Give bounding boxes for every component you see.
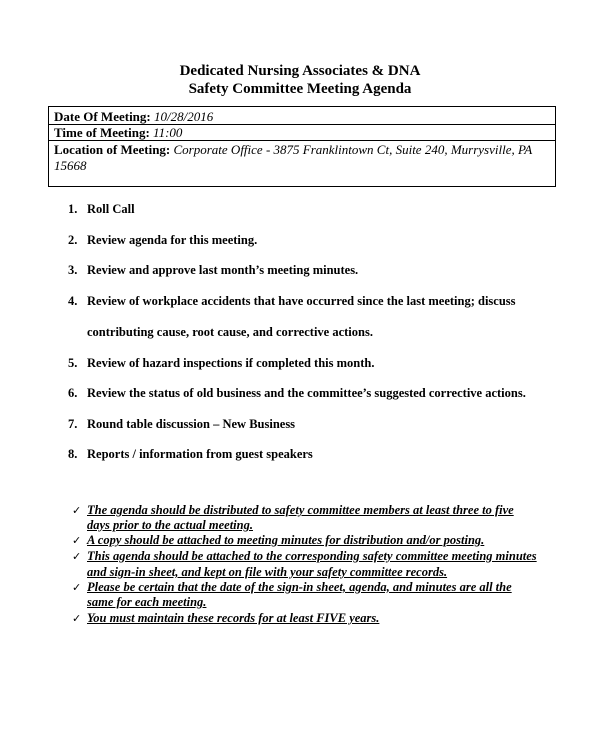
- agenda-item-number: 4.: [68, 294, 78, 308]
- agenda-item-number: 6.: [68, 386, 78, 400]
- check-icon: ✓: [72, 612, 82, 625]
- agenda-item: [68, 447, 313, 462]
- note-text: This agenda should be attached to the corresponding safety committee meeting minutes: [87, 549, 537, 563]
- agenda-item-text: Review of workplace accidents that have occurred since the last meeting; discuss: [87, 294, 516, 308]
- agenda-item: [68, 417, 295, 432]
- note-text-continued: and sign-in sheet, and kept on file with your safety committee records.: [87, 565, 448, 579]
- meeting-date-label: Date Of Meeting:: [54, 109, 151, 124]
- agenda-item-number: 7.: [68, 417, 78, 431]
- agenda-item-number: 1.: [68, 202, 78, 216]
- note-item: [72, 549, 537, 564]
- note-item: [72, 533, 484, 548]
- meeting-location-label: Location of Meeting:: [54, 142, 171, 157]
- agenda-item-text: Reports / information from guest speakers: [87, 447, 313, 461]
- meeting-date-row: [54, 109, 213, 124]
- agenda-item-number: 2.: [68, 233, 78, 247]
- meeting-time-label: Time of Meeting:: [54, 125, 150, 140]
- meeting-location-value: Corporate Office - 3875 Franklintown Ct, Suite 240, Murrysville, PA: [173, 142, 533, 157]
- note-text: You must maintain these records for at least FIVE years.: [87, 611, 380, 625]
- agenda-item: [68, 356, 375, 371]
- check-icon: ✓: [72, 534, 82, 547]
- agenda-item: [68, 202, 135, 217]
- agenda-item-text: Round table discussion – New Business: [87, 417, 296, 431]
- note-text-continued: same for each meeting.: [87, 595, 207, 609]
- agenda-item: [68, 233, 257, 248]
- agenda-item-number: 3.: [68, 263, 78, 277]
- agenda-item: [68, 386, 526, 401]
- note-text: A copy should be attached to meeting minutes for distribution and/or posting.: [87, 533, 485, 547]
- agenda-item-text: Roll Call: [87, 202, 135, 216]
- meeting-location-row-continued: [54, 158, 87, 173]
- info-divider: [49, 140, 555, 141]
- meeting-time-value: 11:00: [153, 125, 183, 140]
- check-icon: ✓: [72, 581, 82, 594]
- note-item: [72, 580, 512, 595]
- agenda-item-number: 8.: [68, 447, 78, 461]
- meeting-location-row: [54, 142, 532, 157]
- agenda-item-text: Review of hazard inspections if completed this month.: [87, 356, 375, 370]
- agenda-item-text: Review the status of old business and the committee’s suggested corrective actions.: [87, 386, 526, 400]
- check-icon: ✓: [72, 504, 82, 517]
- agenda-item-number: 5.: [68, 356, 78, 370]
- document-title-line2: Safety Committee Meeting Agenda: [188, 81, 412, 97]
- note-text: The agenda should be distributed to safety committee members at least three to five: [87, 503, 514, 517]
- meeting-info-box: [48, 106, 556, 187]
- agenda-item-text: Review and approve last month’s meeting minutes.: [87, 263, 359, 277]
- agenda-item-text: Review agenda for this meeting.: [87, 233, 258, 247]
- document-title-line1: Dedicated Nursing Associates & DNA: [179, 63, 421, 79]
- agenda-item-continuation: contributing cause, root cause, and corrective actions.: [87, 325, 373, 339]
- note-item: [72, 611, 379, 626]
- agenda-item: [68, 294, 516, 309]
- note-text-continued: days prior to the actual meeting.: [87, 518, 253, 532]
- agenda-item: [68, 263, 358, 278]
- note-item: [72, 503, 514, 518]
- note-text: Please be certain that the date of the sign-in sheet, agenda, and minutes are all the: [87, 580, 512, 594]
- check-icon: ✓: [72, 550, 82, 563]
- meeting-location-zip: 15668: [54, 158, 87, 173]
- meeting-time-row: [54, 125, 182, 140]
- meeting-date-value: 10/28/2016: [154, 109, 214, 124]
